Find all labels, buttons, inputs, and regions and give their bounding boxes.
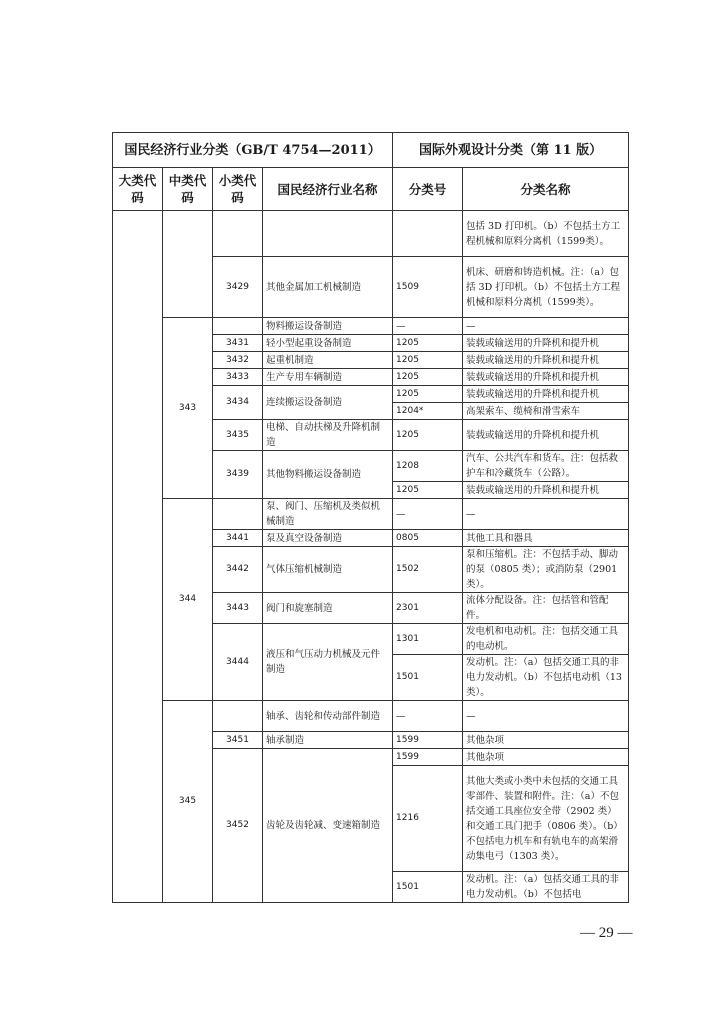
class-name-cell: 其他工具和器具 [463, 530, 629, 547]
class-no-cell: — [393, 318, 463, 335]
col-minor-header: 小类代码 [213, 168, 263, 211]
minor-code-cell: 3435 [213, 420, 263, 451]
minor-code-cell [213, 701, 263, 732]
col-class-no-header: 分类号 [393, 168, 463, 211]
minor-code-cell: 3442 [213, 547, 263, 593]
minor-code-cell: 3429 [213, 257, 263, 318]
mid-code-cell: 344 [163, 499, 213, 701]
class-no-cell: 1205 [393, 335, 463, 352]
right-title: 国际外观设计分类（第 11 版） [393, 133, 629, 168]
industry-name-cell: 气体压缩机械制造 [263, 547, 393, 593]
minor-code-cell: 3433 [213, 369, 263, 386]
industry-name-cell: 泵、阀门、压缩机及类似机械制造 [263, 499, 393, 530]
classification-table [112, 132, 629, 903]
class-no-cell: — [393, 701, 463, 732]
header-row [113, 168, 629, 211]
minor-code-cell: 3444 [213, 624, 263, 701]
class-name-cell: 包括 3D 打印机。（b）不包括土方工程机械和原料分离机（1599类）。 [463, 211, 629, 257]
class-no-cell: 0805 [393, 530, 463, 547]
minor-code-cell: 3443 [213, 593, 263, 624]
minor-code-cell: 3432 [213, 352, 263, 369]
left-title: 国民经济行业分类（GB/T 4754—2011） [113, 133, 393, 168]
industry-name-cell: 连续搬运设备制造 [263, 386, 393, 420]
col-mid-header: 中类代码 [163, 168, 213, 211]
minor-code-cell: 3451 [213, 732, 263, 749]
class-name-cell: 发动机。注：（a）包括交通工具的非电力发动机。（b）不包括电动机（13 类）。 [463, 655, 629, 701]
minor-code-cell: 3439 [213, 451, 263, 499]
class-name-cell: 装载或输送用的升降机和提升机 [463, 386, 629, 403]
class-name-cell: 装载或输送用的升降机和提升机 [463, 352, 629, 369]
minor-code-cell: 3434 [213, 386, 263, 420]
class-no-cell: 1599 [393, 749, 463, 766]
class-name-cell: — [463, 318, 629, 335]
industry-name-cell: 阀门和旋塞制造 [263, 593, 393, 624]
industry-name-cell: 其他金属加工机械制造 [263, 257, 393, 318]
class-no-cell: — [393, 499, 463, 530]
class-no-cell: 1301 [393, 624, 463, 655]
class-no-cell: 1205 [393, 482, 463, 499]
class-no-cell: 1599 [393, 732, 463, 749]
page-number: — 29 — [580, 925, 633, 941]
col-industry-header: 国民经济行业名称 [263, 168, 393, 211]
class-no-cell: 1501 [393, 872, 463, 903]
industry-name-cell: 物料搬运设备制造 [263, 318, 393, 335]
table-row [113, 499, 629, 530]
class-no-cell: 1208 [393, 451, 463, 482]
title-row [113, 133, 629, 168]
industry-name-cell: 齿轮及齿轮减、变速箱制造 [263, 749, 393, 903]
minor-code-cell [213, 499, 263, 530]
class-name-cell: 泵和压缩机。注：不包括手动、脚动的泵（0805 类）；或消防泵（2901 类）。 [463, 547, 629, 593]
class-name-cell: 流体分配设备。注：包括管和管配件。 [463, 593, 629, 624]
class-no-cell: 1509 [393, 257, 463, 318]
class-name-cell: 其他大类或小类中未包括的交通工具零部件、装置和附件。注：（a）不包括交通工具座位安全带（2902 类）和交通工具门把手（0806 类）。（b）不包括电力机车和有轨电车的高架滑动集电弓（1303 类）。 [463, 766, 629, 872]
class-no-cell [393, 211, 463, 257]
minor-code-cell: 3441 [213, 530, 263, 547]
class-no-cell: 1216 [393, 766, 463, 872]
class-no-cell: 1205 [393, 352, 463, 369]
class-no-cell: 2301 [393, 593, 463, 624]
minor-code-cell: 3431 [213, 335, 263, 352]
class-no-cell: 1205 [393, 420, 463, 451]
class-no-cell: 1205 [393, 369, 463, 386]
class-name-cell: — [463, 701, 629, 732]
class-name-cell: 机床、研磨和铸造机械。注：（a）包括 3D 打印机。（b）不包括土方工程机械和原料分离机（1599类）。 [463, 257, 629, 318]
class-name-cell: 装载或输送用的升降机和提升机 [463, 335, 629, 352]
table-row [113, 211, 629, 257]
minor-code-cell [213, 211, 263, 257]
class-name-cell: 发动机。注：（a）包括交通工具的非电力发动机。（b）不包括电 [463, 872, 629, 903]
class-no-cell: 1204* [393, 403, 463, 420]
industry-name-cell: 起重机制造 [263, 352, 393, 369]
industry-name-cell: 电梯、自动扶梯及升降机制造 [263, 420, 393, 451]
class-name-cell: 装载或输送用的升降机和提升机 [463, 420, 629, 451]
class-name-cell: 装载或输送用的升降机和提升机 [463, 369, 629, 386]
class-name-cell: 高架索车、缆椅和滑雪索车 [463, 403, 629, 420]
class-no-cell: 1502 [393, 547, 463, 593]
class-no-cell: 1205 [393, 386, 463, 403]
mid-code-cell [163, 211, 213, 318]
industry-name-cell: 其他物料搬运设备制造 [263, 451, 393, 499]
minor-code-cell: 3452 [213, 749, 263, 903]
minor-code-cell [213, 318, 263, 335]
mid-code-cell: 343 [163, 318, 213, 499]
industry-name-cell: 轴承制造 [263, 732, 393, 749]
industry-name-cell: 泵及真空设备制造 [263, 530, 393, 547]
col-major-header: 大类代码 [113, 168, 163, 211]
industry-name-cell: 液压和气压动力机械及元件制造 [263, 624, 393, 701]
industry-name-cell: 轴承、齿轮和传动部件制造 [263, 701, 393, 732]
class-name-cell: 发电机和电动机。注：包括交通工具的电动机。 [463, 624, 629, 655]
industry-name-cell: 生产专用车辆制造 [263, 369, 393, 386]
class-name-cell: 其他杂项 [463, 749, 629, 766]
industry-name-cell: 轻小型起重设备制造 [263, 335, 393, 352]
class-name-cell: 装载或输送用的升降机和提升机 [463, 482, 629, 499]
class-name-cell: 其他杂项 [463, 732, 629, 749]
class-name-cell: — [463, 499, 629, 530]
col-class-name-header: 分类名称 [463, 168, 629, 211]
table-row [113, 701, 629, 732]
mid-code-cell: 345 [163, 701, 213, 903]
class-name-cell: 汽车、公共汽车和货车。注：包括救护车和冷藏货车（公路）。 [463, 451, 629, 482]
major-code-cell [113, 211, 163, 903]
industry-name-cell [263, 211, 393, 257]
class-no-cell: 1501 [393, 655, 463, 701]
table-row [113, 318, 629, 335]
